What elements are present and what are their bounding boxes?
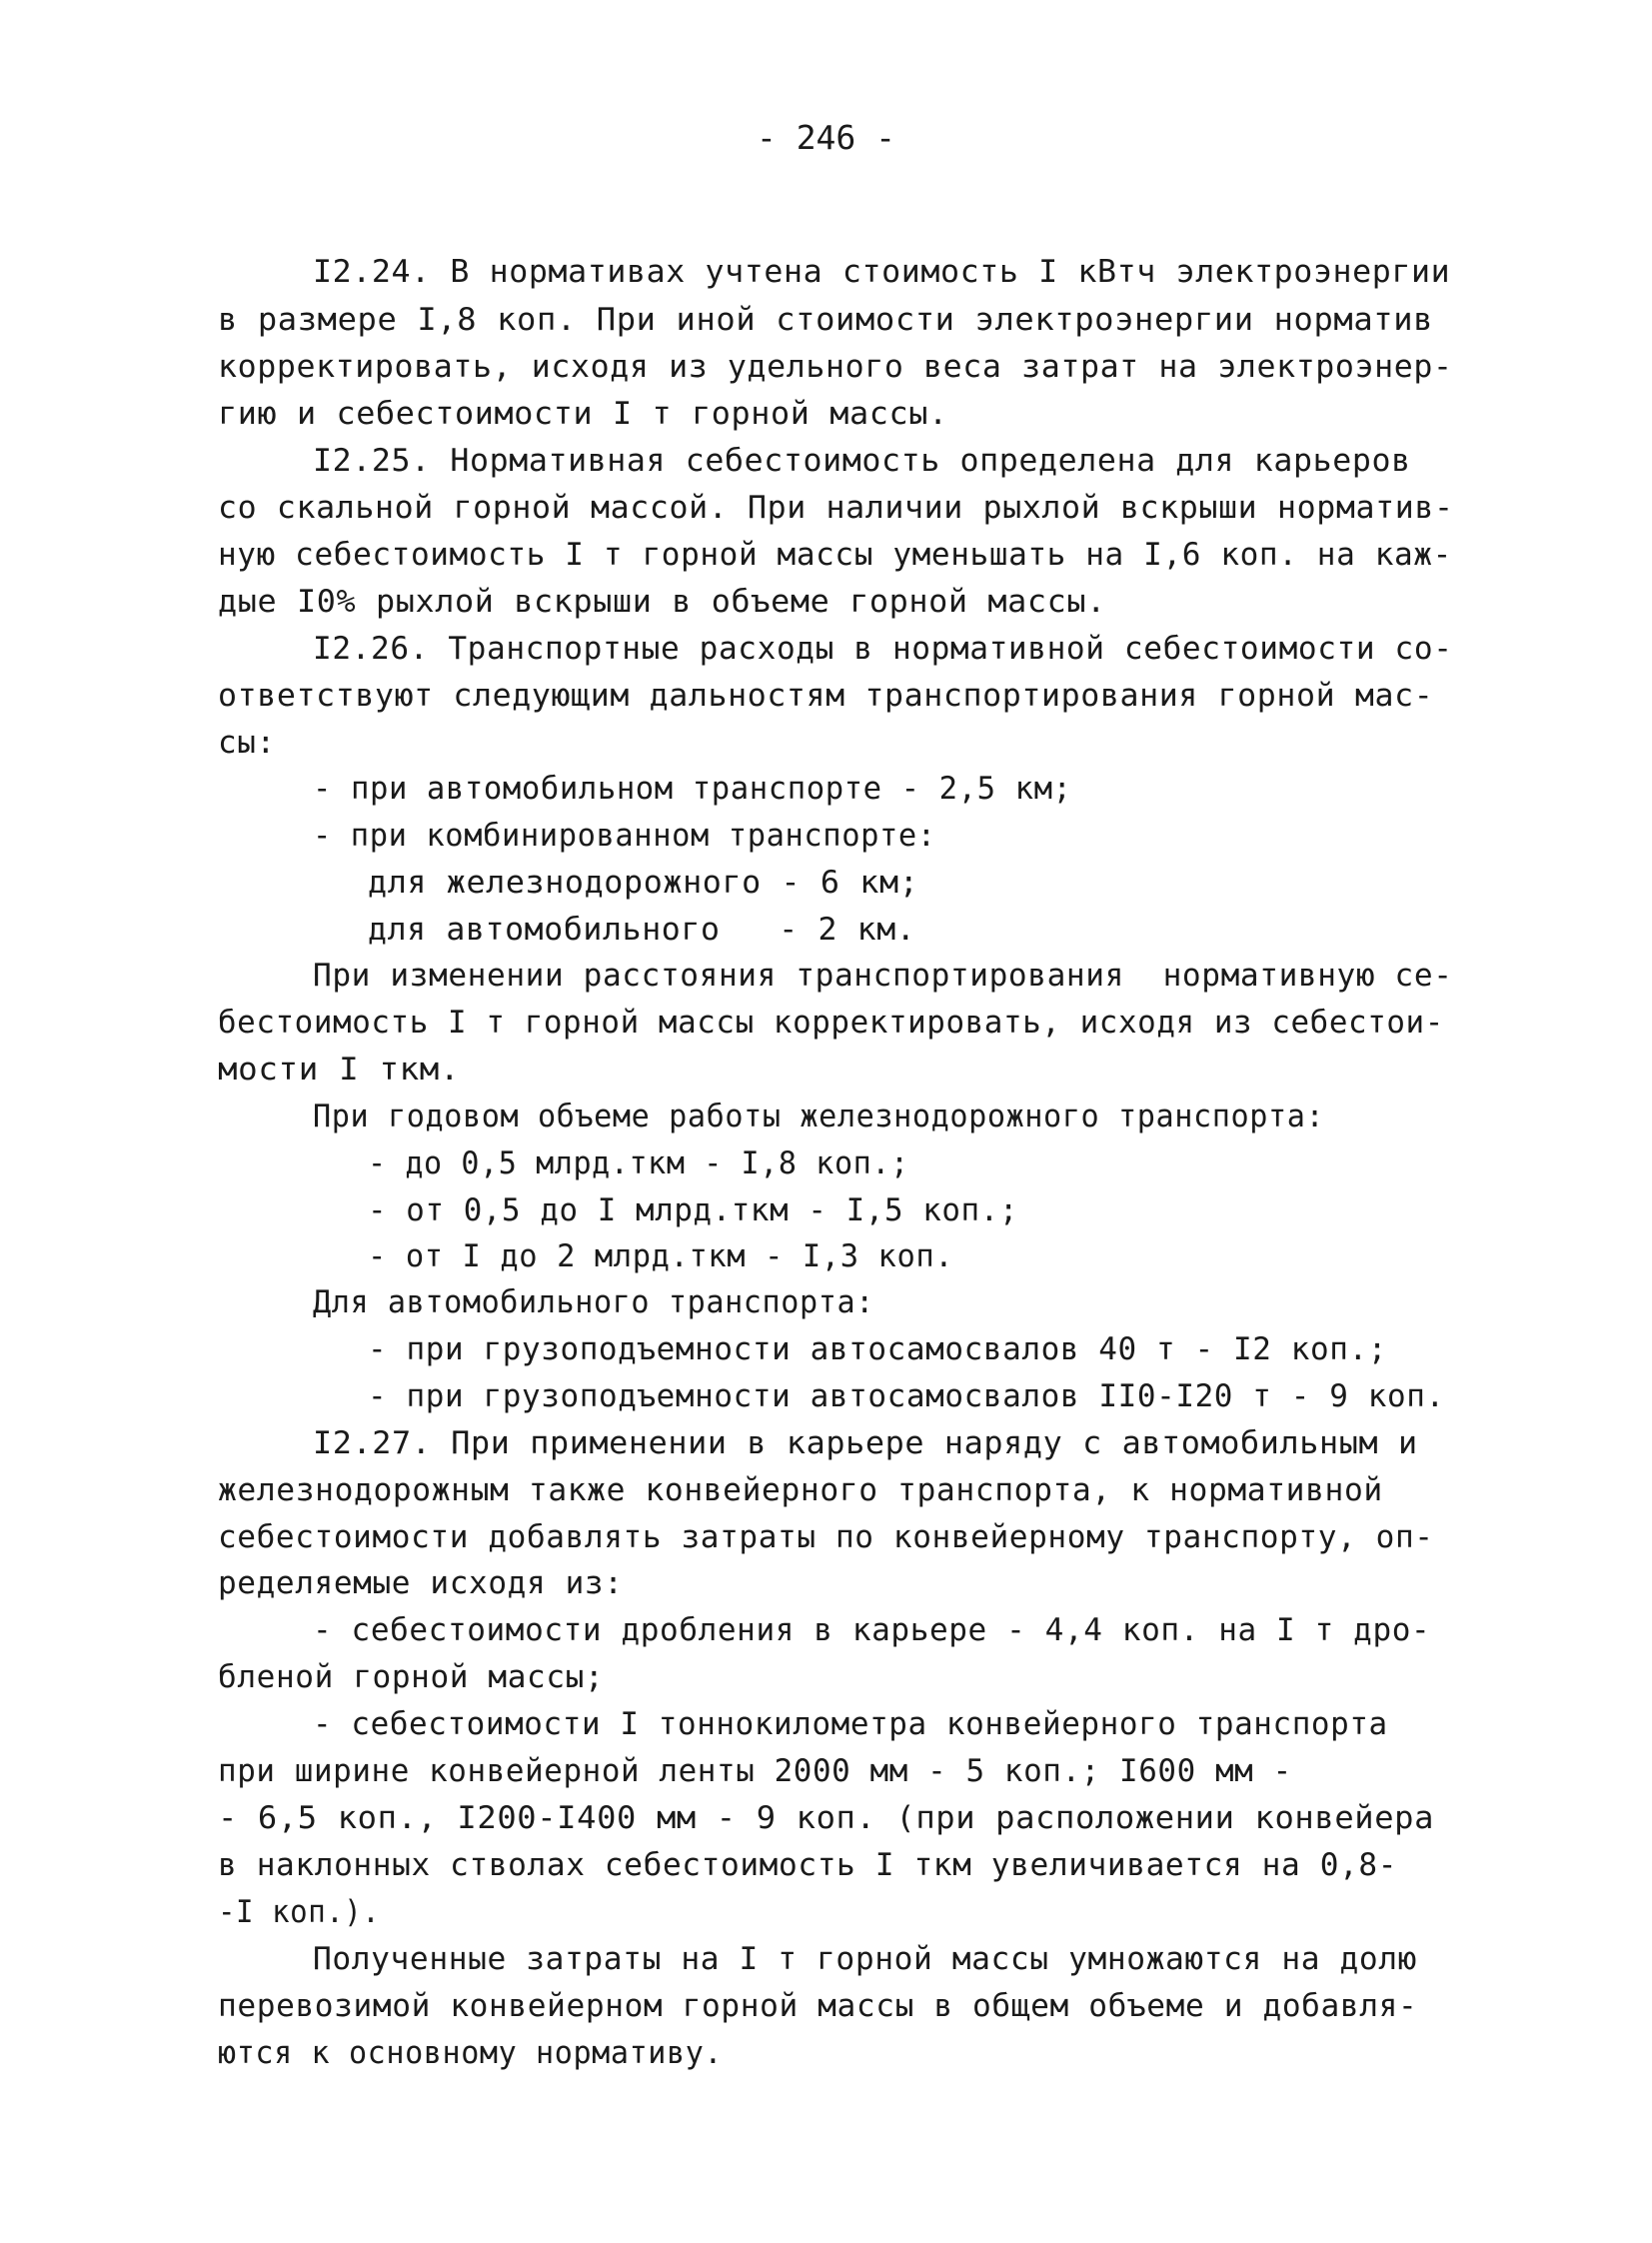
text-line: при ширине конвейерной ленты 2000 мм - 5 коп.; I600 мм - <box>218 1753 1292 1789</box>
text-line: бестоимость I т горной массы корректировать, исходя из себестои- <box>218 1005 1444 1041</box>
text-line: для автомобильного - 2 км. <box>368 912 916 948</box>
text-line: себестоимости добавлять затраты по конвейерному транспорту, оп- <box>218 1519 1434 1555</box>
text-line: в размере I,8 коп. При иной стоимости электроэнергии норматив <box>218 302 1434 338</box>
text-line: - при грузоподъемности автосамосвалов 40 т - I2 коп.; <box>368 1331 1387 1367</box>
text-line: I2.25. Нормативная себестоимость определена для карьеров <box>313 443 1411 479</box>
text-line: ются к основному нормативу. <box>218 2035 724 2071</box>
text-line: перевозимой конвейерном горной массы в общем объеме и добавля- <box>218 1988 1418 2024</box>
text-line: ределяемые исходя из: <box>218 1565 624 1601</box>
text-line: для железнодорожного - 6 км; <box>368 865 919 901</box>
text-line: При годовом объеме работы железнодорожного транспорта: <box>313 1099 1325 1134</box>
text-line: - 6,5 коп., I200-I400 мм - 9 коп. (при расположении конвейера <box>218 1800 1435 1836</box>
text-line: - от I до 2 млрд.ткм - I,3 коп. <box>368 1238 954 1274</box>
text-line: ответствуют следующим дальностям транспортирования горной мас- <box>218 678 1434 714</box>
text-line: железнодорожным также конвейерного транспорта, к нормативной <box>218 1472 1383 1508</box>
text-line: сы: <box>218 725 276 761</box>
text-line: -I коп.). <box>218 1894 381 1930</box>
text-line: - себестоимости I тоннокилометра конвейерного транспорта <box>313 1706 1388 1742</box>
text-line: - до 0,5 млрд.ткм - I,8 коп.; <box>368 1145 909 1181</box>
text-line: - себестоимости дробления в карьере - 4,4 коп. на I т дро- <box>313 1612 1431 1648</box>
text-line: мости I ткм. <box>218 1052 461 1088</box>
text-line: - при грузоподъемности автосамосвалов II0-I20 т - 9 коп. <box>368 1378 1445 1414</box>
text-line: гию и себестоимости I т горной массы. <box>218 396 948 432</box>
text-line: корректировать, исходя из удельного веса затрат на электроэнер- <box>218 349 1453 385</box>
text-line: в наклонных стволах себестоимость I ткм увеличивается на 0,8- <box>218 1847 1398 1883</box>
text-line: При изменении расстояния транспортирования нормативную се- <box>313 958 1453 994</box>
text-line: I2.24. В нормативах учтена стоимость I кВтч электроэнергии <box>313 254 1451 290</box>
page-number: - 246 - <box>756 118 896 157</box>
text-line: Полученные затраты на I т горной массы умножаются на долю <box>313 1941 1418 1977</box>
text-line: I2.26. Транспортные расходы в нормативной себестоимости со- <box>313 631 1453 667</box>
text-line: - при автомобильном транспорте - 2,5 км; <box>313 771 1072 807</box>
text-line: - от 0,5 до I млрд.ткм - I,5 коп.; <box>368 1192 1018 1228</box>
text-line: Для автомобильного транспорта: <box>313 1284 874 1320</box>
text-line: со скальной горной массой. При наличии рыхлой вскрыши норматив- <box>218 490 1454 526</box>
text-line: ную себестоимость I т горной массы уменьшать на I,6 коп. на каж- <box>218 537 1452 573</box>
text-line: дые I0% рыхлой вскрыши в объеме горной массы. <box>218 584 1106 620</box>
text-line: I2.27. При применении в карьере наряду с автомобильным и <box>313 1425 1418 1461</box>
text-line: - при комбинированном транспорте: <box>313 818 936 854</box>
text-line: бленой горной массы; <box>218 1659 605 1695</box>
